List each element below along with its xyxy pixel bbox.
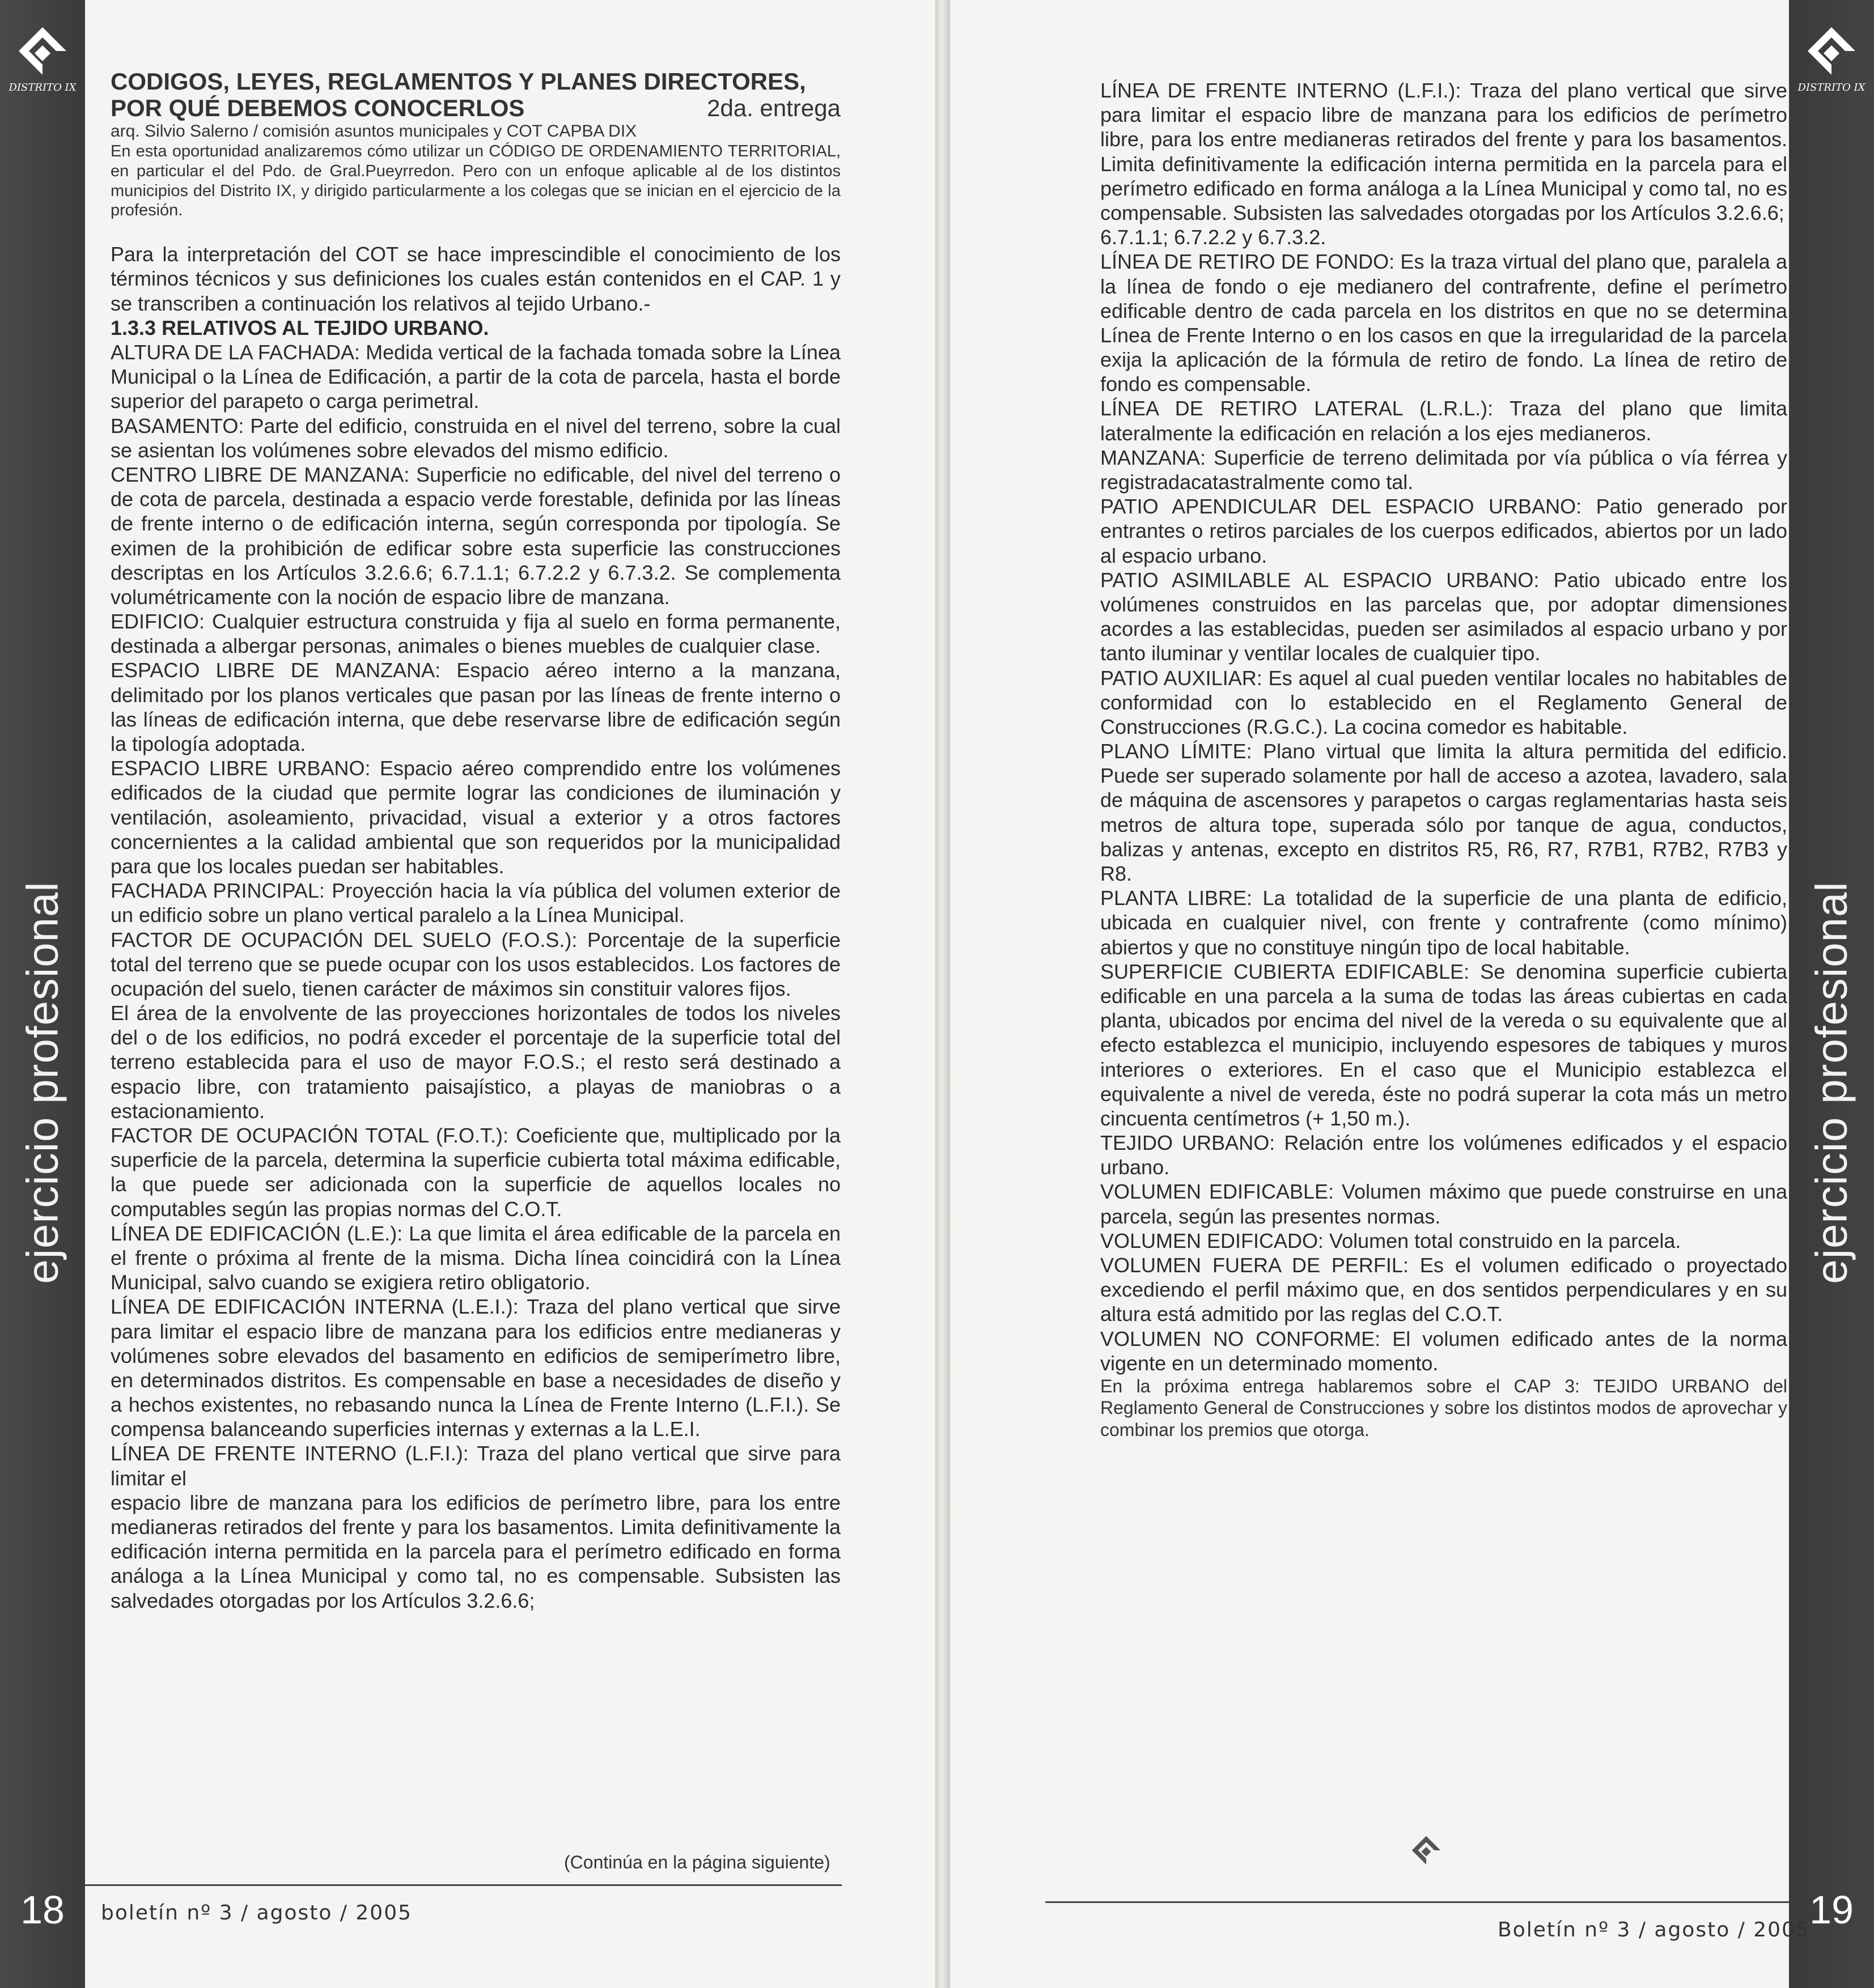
article-title-line1: CODIGOS, LEYES, REGLAMENTOS Y PLANES DIRECTORES, — [111, 68, 806, 95]
definition: BASAMENTO: Parte del edificio, construida en el nivel del terreno, sobre la cual se asientan los volúmenes sobre elevados del mismo edificio. — [111, 414, 841, 462]
continues-note: (Continúa en la página siguiente) — [564, 1852, 830, 1872]
definition: FACTOR DE OCUPACIÓN DEL SUELO (F.O.S.): Porcentaje de la superficie total del terreno que se puede ocupar con los usos establecidos. Los factores de ocupación del suelo, tienen carácter de máximos sin constituir valores fijos. — [111, 928, 841, 1000]
left-logo — [0, 23, 85, 94]
right-footer-rule — [1045, 1901, 1789, 1903]
left-column — [111, 68, 841, 1613]
paragraph: Para la interpretación del COT se hace imprescindible el conocimiento de los términos técnicos y sus definiciones los cuales están contenidos en el CAP. 1 y se transcriben a continuación los relativos al tejido Urbano.- — [111, 243, 841, 315]
definition: FACTOR DE OCUPACIÓN TOTAL (F.O.T.): Coeficiente que, multiplicado por la superficie de la parcela, determina la superficie cubierta total máxima edificable, la que puede ser adicionada con la superficie de aquellos locales no computables según las propias normas del C.O.T. — [111, 1124, 841, 1221]
definition: VOLUMEN NO CONFORME: El volumen edificado antes de la norma vigente en un determinado momento. — [1100, 1327, 1787, 1375]
closing-logo-icon — [1409, 1833, 1443, 1870]
definition: VOLUMEN FUERA DE PERFIL: Es el volumen edificado o proyectado excediendo el perfil máximo que, en dos sentidos perpendiculares y en su altura está admitido por las reglas del C.O.T. — [1100, 1254, 1787, 1326]
article-title-line2 — [111, 95, 841, 121]
outro-text: En la próxima entrega hablaremos sobre el CAP 3: TEJIDO URBANO del Reglamento General de Construcciones y sobre los distintos modos de aprovechar y combinar los premios que otorga. — [1100, 1375, 1787, 1440]
definition: MANZANA: Superficie de terreno delimitada por vía pública o vía férrea y registradacatastralmente como tal. — [1100, 445, 1787, 494]
author-line: arq. Silvio Salerno / comisión asuntos municipales y COT CAPBA DIX — [111, 122, 637, 141]
definition: TEJIDO URBANO: Relación entre los volúmenes edificados y el espacio urbano. — [1100, 1131, 1787, 1179]
definition: El área de la envolvente de las proyecciones horizontales de todos los niveles del o de los edificios, no podrá exceder el porcentaje de la superficie total del terreno establecida para el uso de mayor F.O.S.; el resto será destinado a espacio libre, con tratamiento paisajístico, a playas de maniobras o a estacionamiento. — [111, 1001, 841, 1123]
definition: LÍNEA DE EDIFICACIÓN INTERNA (L.E.I.): Traza del plano vertical que sirve para limitar el espacio libre de manzana para los edificios entre medianeras y volúmenes sobre elevados del basamento en edificios de semiperímetro libre, en determinados distritos. Es compensable en base a necesidades de diseño y a hechos existentes, no rebasando nunca la Línea de Frente Interno (L.F.I.). Se compensa balanceando superficies internas y externas a la L.E.I. — [111, 1295, 841, 1441]
left-page — [0, 0, 935, 1988]
distrito-logo-icon — [14, 23, 71, 79]
logo-subtext: DISTRITO IX — [9, 82, 77, 94]
left-footer-rule — [85, 1884, 842, 1886]
definition: 6.7.1.1; 6.7.2.2 y 6.7.3.2. — [1100, 226, 1326, 249]
definition: LÍNEA DE RETIRO DE FONDO: Es la traza virtual del plano que, paralela a la línea de fondo o eje medianero del contrafrente, define el perímetro edificable dentro de cada parcela en los distritos en que no se determina Línea de Frente Interno o en los casos en que la irregularidad de la parcela exija la aplicación de la fórmula de retiro de fondo. La línea de retiro de fondo es compensable. — [1100, 250, 1787, 396]
right-page-number: 19 — [1809, 1888, 1854, 1932]
definition: LÍNEA DE RETIRO LATERAL (L.R.L.): Traza del plano que limita lateralmente la edificación en relación a los ejes medianeros. — [1100, 397, 1787, 445]
definition: ESPACIO LIBRE DE MANZANA: Espacio aéreo interno a la manzana, delimitado por los planos verticales que pasan por las líneas de frente interno o las líneas de edificación interna, que debe reservarse libre de edificación según la tipología adoptada. — [111, 659, 841, 755]
definition: EDIFICIO: Cualquier estructura construida y fija al suelo en forma permanente, destinada a albergar personas, animales o bienes muebles de cualquier clase. — [111, 610, 841, 658]
definition: LÍNEA DE EDIFICACIÓN (L.E.): La que limita el área edificable de la parcela en el frente o próxima al frente de la misma. Dicha línea coincidirá con la Línea Municipal, salvo cuando se exigiera retiro obligatorio. — [111, 1221, 841, 1294]
logo-subtext: DISTRITO IX — [1797, 82, 1865, 94]
distrito-logo-icon — [1803, 23, 1860, 79]
definition: PLANO LÍMITE: Plano virtual que limita la altura permitida del edificio. Puede ser superado solamente por hall de acceso a azotea, lavadero, sala de máquina de ascensores y parapetos o cargas reglamentarias hasta seis metros de altura tope, superada sólo por tanque de agua, conductos, balizas y antenas, excepto en distritos R5, R6, R7, R7B1, R7B2, R7B3 y R8. — [1100, 740, 1787, 885]
definition: VOLUMEN EDIFICADO: Volumen total construido en la parcela. — [1100, 1229, 1681, 1252]
right-logo — [1789, 23, 1874, 94]
definition: ESPACIO LIBRE URBANO: Espacio aéreo comprendido entre los volúmenes edificados de la ciudad que permite lograr las condiciones de iluminación y ventilación, asoleamiento, privacidad, visual a exterior y a otros factores concernientes a la calidad ambiental que son requeridos por la municipalidad para que los locales puedan ser habitables. — [111, 757, 841, 878]
definition: VOLUMEN EDIFICABLE: Volumen máximo que puede construirse en una parcela, según las presentes normas. — [1100, 1180, 1787, 1228]
right-column — [1100, 78, 1787, 1441]
left-footer: boletín nº 3 / agosto / 2005 — [101, 1901, 413, 1925]
definition: CENTRO LIBRE DE MANZANA: Superficie no edificable, del nivel del terreno o de cota de parcela, destinada a espacio verde forestable, definida por las líneas de frente interno o de edificación interna, según corresponda por tipología. Se eximen de la prohibición de edificar sobre esta superficie las construcciones descriptas en los Artículos 3.2.6.6; 6.7.1.1; 6.7.2.2 y 6.7.3.2. Se complementa volumétricamente con la noción de espacio libre de manzana. — [111, 462, 841, 609]
definition: PATIO ASIMILABLE AL ESPACIO URBANO: Patio ubicado entre los volúmenes construidos en las parcelas que, por adoptar dimensiones acordes a las establecidas, pueden ser asimilados al espacio urbano y por tanto iluminar y ventilar locales de cualquier tipo. — [1100, 568, 1787, 665]
right-footer: Boletín nº 3 / agosto / 2005 — [1498, 1918, 1810, 1942]
definition: espacio libre de manzana para los edificios de perímetro libre, para los entre medianeras retirados del frente y para los basamentos. Limita definitivamente la edificación interna permitida en la parcela para el perímetro edificado en forma análoga a la Línea Municipal y como tal, no es compensable. Subsisten las salvedades otorgadas por los Artículos 3.2.6.6; — [111, 1490, 841, 1612]
definition: FACHADA PRINCIPAL: Proyección hacia la vía pública del volumen exterior de un edificio sobre un plano vertical paralelo a la Línea Municipal. — [111, 879, 841, 927]
edition-label: 2da. entrega — [707, 95, 841, 122]
section-heading: 1.3.3 RELATIVOS AL TEJIDO URBANO. — [111, 316, 489, 339]
definition: PATIO AUXILIAR: Es aquel al cual pueden ventilar locales no habitables de conformidad con lo establecido en el Reglamento General de Construcciones (R.G.C.). La cocina comedor es habitable. — [1100, 666, 1787, 738]
right-page — [950, 0, 1874, 1988]
right-section-label: ejercicio profesional — [1806, 881, 1856, 1284]
definition: LÍNEA DE FRENTE INTERNO (L.F.I.): Traza del plano vertical que sirve para limitar el — [111, 1442, 841, 1490]
definition: PATIO APENDICULAR DEL ESPACIO URBANO: Patio generado por entrantes o retiros parciales de los cuerpos edificados, abiertos por un lado al espacio urbano. — [1100, 495, 1787, 567]
intro-text: En esta oportunidad analizaremos cómo utilizar un CÓDIGO DE ORDENAMIENTO TERRITORIAL, en particular el del Pdo. de Gral.Pueyrredon. Pero con un enfoque aplicable al de los distintos municipios del Distrito IX, y dirigido particularmente a los colegas que se inician en el ejercicio de la profesión. — [111, 142, 841, 220]
definition: SUPERFICIE CUBIERTA EDIFICABLE: Se denomina superficie cubierta edificable en una parcela a la suma de todas las áreas cubiertas en cada planta, ubicados por encima del nivel de la vereda o su equivalente que al efecto establezca el municipio, incluyendo espesores de tabiques y muros interiores o exteriores. En el caso que el Municipio establezca el equivalente a nivel de vereda, éste no podrá superar la cota más un metro cincuenta centímetros (+ 1,50 m.). — [1100, 959, 1787, 1130]
left-page-number: 18 — [20, 1888, 65, 1932]
definition: PLANTA LIBRE: La totalidad de la superficie de una planta de edificio, ubicada en cualquier nivel, con frente y contrafrente (como mínimo) abiertos y que no constituye ningún tipo de local habitable. — [1100, 886, 1787, 959]
left-section-label: ejercicio profesional — [17, 881, 67, 1284]
article-title-text: POR QUÉ DEBEMOS CONOCERLOS — [111, 95, 525, 122]
definition: LÍNEA DE FRENTE INTERNO (L.F.I.): Traza del plano vertical que sirve para limitar el espacio libre de manzana para los edificios de perímetro libre, para los entre medianeras retirados del frente y para los basamentos. Limita definitivamente la edificación interna permitida en la parcela para el perímetro edificado en forma análoga a la Línea Municipal y como tal, no es compensable. Subsisten las salvedades otorgadas por los Artículos 3.2.6.6; — [1100, 79, 1787, 224]
book-spine — [935, 0, 950, 1988]
definition: ALTURA DE LA FACHADA: Medida vertical de la fachada tomada sobre la Línea Municipal o la Línea de Edificación, a partir de la cota de parcela, hasta el borde superior del parapeto o carga perimetral. — [111, 341, 841, 413]
